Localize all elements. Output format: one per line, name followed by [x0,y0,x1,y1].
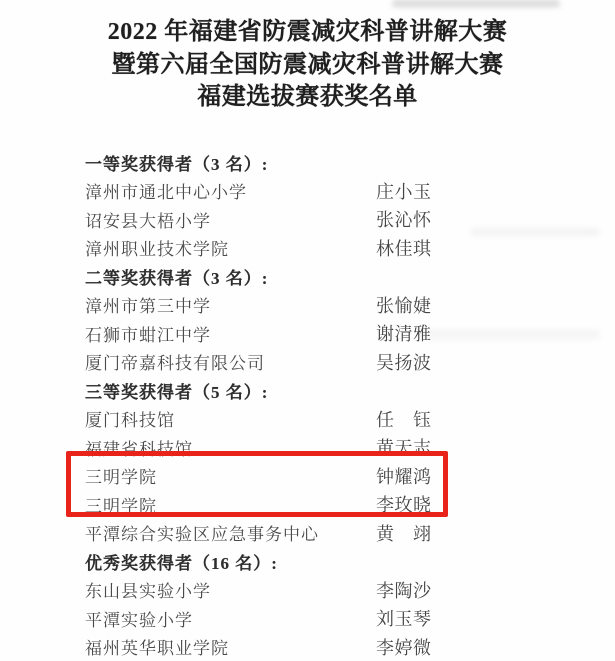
name-cell: 张沁怀 [376,210,432,231]
name-cell: 任 钰 [376,409,432,430]
org-cell: 漳州职业技术学院 [85,240,229,260]
table-row [85,462,565,491]
org-cell: 平潭实验小学 [85,610,193,630]
title-line-1: 2022 年福建省防震减灾科普讲解大赛 [107,19,508,45]
table-row [85,604,565,633]
name-cell: 黄 翊 [376,523,432,544]
table-row [85,433,565,462]
table-row [85,348,565,377]
org-cell: 厦门科技馆 [85,411,175,431]
org-cell: 诏安县大梧小学 [85,211,211,231]
org-cell: 石狮市蚶江中学 [85,325,211,345]
name-cell: 谢清雅 [376,324,432,345]
section-header: 三等奖获得者（5 名）: [85,382,269,402]
org-cell: 厦门帝嘉科技有限公司 [85,354,265,374]
title-line-2: 暨第六届全国防震减灾科普讲解大赛 [111,51,504,78]
org-cell: 漳州市通北中心小学 [85,183,247,203]
name-cell: 黄天志 [376,438,432,459]
table-row [85,405,565,434]
name-cell: 庄小玉 [376,181,432,202]
scan-artifact [392,0,560,7]
name-cell: 李陶沙 [376,580,432,601]
name-cell: 钟耀鸿 [376,466,432,487]
org-cell: 东山县实验小学 [85,582,211,602]
document-title [0,16,615,114]
name-cell: 李玫晓 [376,495,432,516]
table-row [85,177,565,206]
name-cell: 林佳琪 [376,238,432,259]
org-cell: 漳州市第三中学 [85,297,211,317]
org-cell: 平潭综合实验区应急事务中心 [85,525,319,545]
org-cell: 福州英华职业学院 [85,639,229,659]
name-cell: 吴扬波 [376,352,432,373]
name-cell: 张愉婕 [376,295,432,316]
name-cell: 李婷微 [376,637,432,658]
table-row [85,319,565,348]
title-line-3: 福建选拔赛获奖名单 [197,84,418,110]
section-header: 一等奖获得者（3 名）: [85,154,269,174]
org-cell: 三明学院 [85,468,157,488]
section-header: 二等奖获得者（3 名）: [85,268,269,288]
org-cell: 三明学院 [85,496,157,516]
org-cell: 福建省科技馆 [85,439,193,459]
name-cell: 刘玉琴 [376,609,432,630]
table-row [85,205,565,234]
table-row [85,490,565,519]
table-row [85,234,565,263]
table-row [85,519,565,548]
award-list [85,148,565,661]
table-row [85,291,565,320]
section-header: 优秀奖获得者（16 名）: [85,553,278,573]
table-row [85,633,565,661]
table-row [85,576,565,605]
